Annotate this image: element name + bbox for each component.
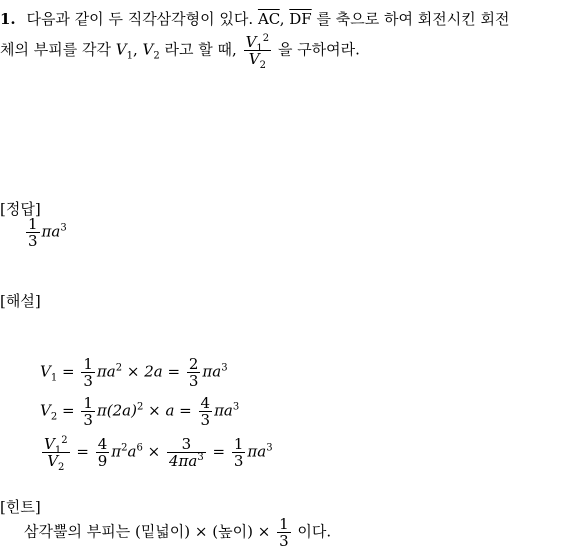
eq2-mid1: π(2a) <box>96 401 137 420</box>
hint-label: [힌트] <box>0 498 41 516</box>
eq1-frac1: $\frac{1}{3}$ <box>83 355 93 390</box>
ratio-num-v: V <box>245 33 257 51</box>
eq2-frac1: $\frac{1}{3}$ <box>83 394 93 429</box>
eq2-equals: = <box>62 401 75 420</box>
eq1-mid1: πa <box>96 362 116 381</box>
eq3-frac1: $\frac{4}{9}$ <box>97 435 108 470</box>
hint-text-a: 삼각뿔의 부피는 (밑넓이) × (높이) × <box>24 522 271 541</box>
ratio-den-v: V <box>248 50 260 68</box>
problem-text-1: 다음과 같이 두 직각삼각형이 있다. <box>26 10 254 28</box>
eq1-end: πa <box>202 362 222 381</box>
eq2-end: πa <box>214 401 233 420</box>
problem-text-2c: 을 구하여라. <box>277 40 360 59</box>
eq3-equals: = <box>76 442 89 461</box>
answer-den: 3 <box>28 232 38 250</box>
answer-num: 1 <box>28 215 38 233</box>
ratio-num-sub: 1 <box>256 43 263 54</box>
problem-number: 1. <box>0 10 16 28</box>
eq2-lhs: V <box>40 401 51 420</box>
eq2-mid2: × a = <box>148 401 192 420</box>
eq1-frac2: $\frac{2}{3}$ <box>188 355 199 390</box>
equation-1: $V_1$ = $\frac{1}{3}$ $\pi a^2 \times 2a$ = $\frac{2}{3}$ $\pi a^3$ <box>40 355 228 390</box>
hint-fraction: $\frac{1}{3}$ <box>279 515 289 550</box>
problem-text-2b: 라고 할 때, <box>164 40 237 59</box>
eq3-ratio: $\frac{V_1^2}{V_2}$ <box>44 435 68 473</box>
equation-3: $\frac{V_1^2}{V_2}$ = $\frac{4}{9}$ $\pi^2a^6$ × $\frac{3}{4\pi a^3}$ = $\frac{1}{3}$ $\pi a^3$ <box>44 435 273 473</box>
equation-2: $V_2$ = $\frac{1}{3}$ $\pi(2a)^2 \times a$ = $\frac{4}{3}$ $\pi a^3$ <box>40 394 240 429</box>
hint-text-b: 이다. <box>297 522 332 541</box>
eq2-sub: 2 <box>50 411 58 423</box>
answer-fraction <box>26 216 40 249</box>
ratio-fraction: $\frac{V_1^2}{V_2}$ <box>245 33 270 71</box>
eq3-frac3: $\frac{1}{3}$ <box>233 435 244 470</box>
eq3-frac2: $\frac{3}{4\pi a^3}$ <box>168 435 204 470</box>
eq1-equals: = <box>62 362 75 381</box>
problem-text-1-tail: 를 축으로 하여 회전시킨 회전 <box>316 10 510 28</box>
explanation-label: [해설] <box>0 292 41 310</box>
v2-symbol: V <box>142 40 154 59</box>
v2-subscript: 2 <box>153 50 160 62</box>
eq2-frac2: $\frac{4}{3}$ <box>200 394 211 429</box>
hint-text <box>24 516 331 549</box>
problem-line-2: 체의 부피를 각각 $V_1$, $V_2$ 라고 할 때, $\frac{V_1^2}{V_2}$ 을 구하여라. <box>0 33 360 71</box>
eq3-equals-2: = <box>212 442 226 461</box>
eq1-sub: 1 <box>50 372 58 384</box>
eq1-lhs: V <box>40 362 51 381</box>
problem-text-2a: 체의 부피를 각각 <box>0 40 111 59</box>
segment-df: $\overline{DF}$ <box>289 10 312 28</box>
segment-ac: $\overline{AC}$ <box>257 10 280 28</box>
answer-exp: 3 <box>60 222 67 234</box>
answer-value <box>24 216 67 249</box>
v1-symbol: V <box>115 40 127 59</box>
v1-subscript: 1 <box>126 50 133 62</box>
problem-line-1: 1. 다음과 같이 두 직각삼각형이 있다. $\overline{AC}$, $\overline{DF}$ 를 축으로 하여 회전시킨 회전 <box>0 10 510 28</box>
problem-statement <box>0 4 571 71</box>
answer-label: [정답] <box>0 200 41 218</box>
answer-tail: πa <box>41 222 61 241</box>
ratio-den-sub: 2 <box>259 60 266 71</box>
eq1-mid2: × 2a = <box>126 362 181 381</box>
eq3-times: × <box>147 442 161 461</box>
